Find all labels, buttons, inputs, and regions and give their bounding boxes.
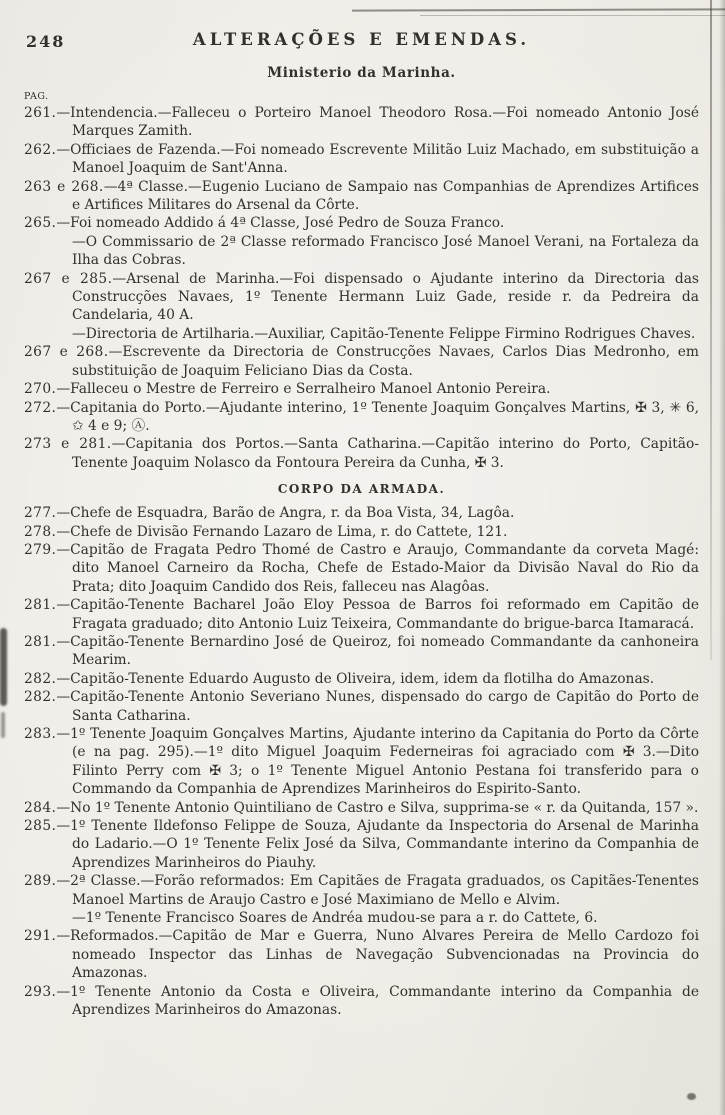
entry-row xyxy=(24,399,699,436)
entry-row xyxy=(24,325,699,343)
entry-row xyxy=(24,141,699,178)
entry-page-ref: 279. xyxy=(24,541,57,558)
page-edge-shadow xyxy=(719,0,725,1115)
entry-row xyxy=(24,435,699,472)
entry-text: —Capitão-Tenente Antonio Severiano Nunes, dispensado do cargo de Capitão do Porto de Santa Catharina. xyxy=(56,689,699,724)
entry-text: —Capitania dos Portos.—Santa Catharina.—Capitão interino do Porto, Capitão-Tenente Joaquim Nolasco da Fontoura Pereira da Cunha, ✠ 3. xyxy=(72,436,699,471)
entry-text: —Falleceu o Mestre de Ferreiro e Serralheiro Manoel Antonio Pereira. xyxy=(56,381,551,398)
entry-page-ref: 281. xyxy=(24,597,57,614)
entry-row xyxy=(24,799,699,817)
entry-text: —Directoria de Artilharia.—Auxiliar, Capitão-Tenente Felippe Firmino Rodrigues Chaves. xyxy=(72,325,696,342)
section-title-ministerio-marinha: Ministerio da Marinha. xyxy=(267,65,456,81)
entry-text: —Arsenal de Marinha.—Foi dispensado o Ajudante interino da Directoria das Construcções Navaes, 1º Tenente Hermann Luiz Gade, reside r. da Pedreira da Candelaria, 40 A. xyxy=(72,270,699,324)
entry-text: —1º Tenente Antonio da Costa e Oliveira, Commandante interino da Companhia de Aprendizes Marinheiros do Amazonas. xyxy=(56,983,699,1019)
entry-row xyxy=(24,343,699,380)
entry-page-ref: 285. xyxy=(24,818,57,835)
entry-row xyxy=(24,523,699,541)
entry-page-ref: 267 e 285. xyxy=(24,270,113,287)
entry-row xyxy=(24,270,699,325)
entry-text: —Intendencia.—Falleceu o Porteiro Manoel Theodoro Rosa.—Foi nomeado Antonio José Marques Zamith. xyxy=(56,105,699,140)
entry-page-ref: 281. xyxy=(24,633,57,650)
ink-dot-icon xyxy=(687,1093,696,1100)
entry-page-ref: 283. xyxy=(24,726,57,742)
entry-list-marinha xyxy=(24,104,699,472)
entry-text: —1º Tenente Ildefonso Felippe de Souza, Ajudante da Inspectoria do Arsenal de Marinha do Ladario.—O 1º Tenente Felix José da Silva, Commandante interino da Companhia de Aprendizes Marinheiros do Piauhy. xyxy=(56,818,699,871)
entry-page-ref: 282. xyxy=(24,670,57,687)
entry-list-corpo-armada xyxy=(24,504,699,1019)
entry-row xyxy=(24,596,699,633)
entry-page-ref: 270. xyxy=(24,381,57,398)
entry-text: —Capitão-Tenente Eduardo Augusto de Oliveira, idem, idem da flotilha do Amazonas. xyxy=(56,670,655,687)
entry-row xyxy=(24,688,699,725)
entry-text: —1º Tenente Joaquim Gonçalves Martins, Ajudante interino da Capitania do Porto da Côrte (e na pag. 295).—1º dito Miguel Joaquim Federneiras foi agraciado com ✠ 3.—Dito Filinto Perry com ✠ 3; o 1º Tenente Miguel Antonio Pestana foi transferido para o Commando da Companhia de Aprendizes Marinheiros do Espirito-Santo. xyxy=(56,726,699,798)
entry-text: —Escrevente da Directoria de Construcções Navaes, Carlos Dias Medronho, em substituição de Joaquim Feliciano Dias da Costa. xyxy=(72,344,699,379)
entry-text: —Capitão de Fragata Pedro Thomé de Castro e Araujo, Commandante da corveta Magé: dito Manoel Carneiro da Rocha, Chefe de Estado-Maior da Divisão Naval do Rio da Prata; dito Joaquim Candido dos Reis, falleceu nas Alagôas. xyxy=(56,541,699,595)
page-title: ALTERAÇÕES E EMENDAS. xyxy=(192,30,531,49)
entry-page-ref: 277. xyxy=(24,505,57,522)
entry-text: —Capitania do Porto.—Ajudante interino, 1º Tenente Joaquim Gonçalves Martins, ✠ 3, ✳ 6, ✩ 4 e 9; Ⓐ. xyxy=(56,399,699,434)
entry-page-ref: 284. xyxy=(24,799,57,816)
entry-row xyxy=(24,983,699,1020)
entry-page-ref: 262. xyxy=(24,141,57,158)
scan-artifact-top-line xyxy=(352,8,725,11)
entry-text: —Officiaes de Fazenda.—Foi nomeado Escrevente Militão Luiz Machado, em substituição a Manoel Joaquim de Sant'Anna. xyxy=(56,141,699,177)
entry-text: —Foi nomeado Addido á 4ª Classe, José Pedro de Souza Franco. xyxy=(56,215,505,232)
entry-text: —Reformados.—Capitão de Mar e Guerra, Nuno Alvares Pereira de Mello Cardozo foi nomeado Inspector das Linhas de Navegação Subvencionadas na Provincia do Amazonas. xyxy=(56,928,699,982)
entry-row xyxy=(24,909,699,927)
entry-text: —Capitão-Tenente Bernardino José de Queiroz, foi nomeado Commandante da canhoneira Mearim. xyxy=(56,633,699,669)
entry-row xyxy=(24,927,699,982)
scan-artifact-top-line-2 xyxy=(420,15,725,16)
scan-artifact-right-line xyxy=(710,0,712,660)
entry-row xyxy=(24,233,699,270)
entry-text: —No 1º Tenente Antonio Quintiliano de Castro e Silva, supprima-se « r. da Quitanda, 157 ». xyxy=(56,799,699,816)
page-header xyxy=(24,26,699,56)
entry-page-ref: 293. xyxy=(24,983,57,1000)
entry-page-ref: 272. xyxy=(24,399,57,416)
entry-page-ref: 265. xyxy=(24,215,57,232)
entry-row xyxy=(24,178,699,215)
entry-row xyxy=(24,380,699,398)
entry-text: —1º Tenente Francisco Soares de Andréa mudou-se para a r. do Cattete, 6. xyxy=(72,910,598,927)
entry-row xyxy=(24,104,699,141)
entry-row xyxy=(24,633,699,670)
entry-page-ref: 273 e 281. xyxy=(24,436,112,453)
pag-column-label: PAG. xyxy=(24,91,49,102)
entry-row xyxy=(24,214,699,232)
section-title-corpo-da-armada: CORPO DA ARMADA. xyxy=(277,482,446,497)
entry-text: —Chefe de Divisão Fernando Lazaro de Lima, r. do Cattete, 121. xyxy=(56,523,508,540)
entry-row xyxy=(24,725,699,799)
entry-page-ref: 289. xyxy=(24,873,57,890)
entry-page-ref: 278. xyxy=(24,523,57,540)
entry-text: —Chefe de Esquadra, Barão de Angra, r. da Boa Vista, 34, Lagôa. xyxy=(56,505,515,522)
entry-row xyxy=(24,541,699,596)
entry-page-ref: 263 e 268. xyxy=(24,178,104,195)
entry-page-ref: 291. xyxy=(24,928,57,945)
entry-page-ref: 267 e 268. xyxy=(24,344,109,361)
page-number: 248 xyxy=(26,32,66,51)
ink-smudge-icon xyxy=(1,712,5,738)
entry-page-ref: 282. xyxy=(24,689,57,706)
entry-row xyxy=(24,670,699,688)
entry-row xyxy=(24,817,699,872)
entry-page-ref: 261. xyxy=(24,105,57,121)
entry-text: —Capitão-Tenente Bacharel João Eloy Pessoa de Barros foi reformado em Capitão de Fragata graduado; dito Antonio Luiz Teixeira, Commandante do brigue-barca Itamaracá. xyxy=(56,597,699,632)
ink-smudge-icon xyxy=(0,628,7,706)
entry-text: —4ª Classe.—Eugenio Luciano de Sampaio nas Companhias de Aprendizes Artifices e Artifices Militares do Arsenal da Côrte. xyxy=(72,178,699,214)
entry-row xyxy=(24,872,699,909)
entry-row xyxy=(24,504,699,522)
entry-text: —O Commissario de 2ª Classe reformado Francisco José Manoel Verani, na Fortaleza da Ilha das Cobras. xyxy=(72,233,699,269)
entry-text: —2ª Classe.—Forão reformados: Em Capitães de Fragata graduados, os Capitães-Tenentes Manoel Martins de Araujo Castro e José Maximiano de Mello e Alvim. xyxy=(56,873,699,908)
